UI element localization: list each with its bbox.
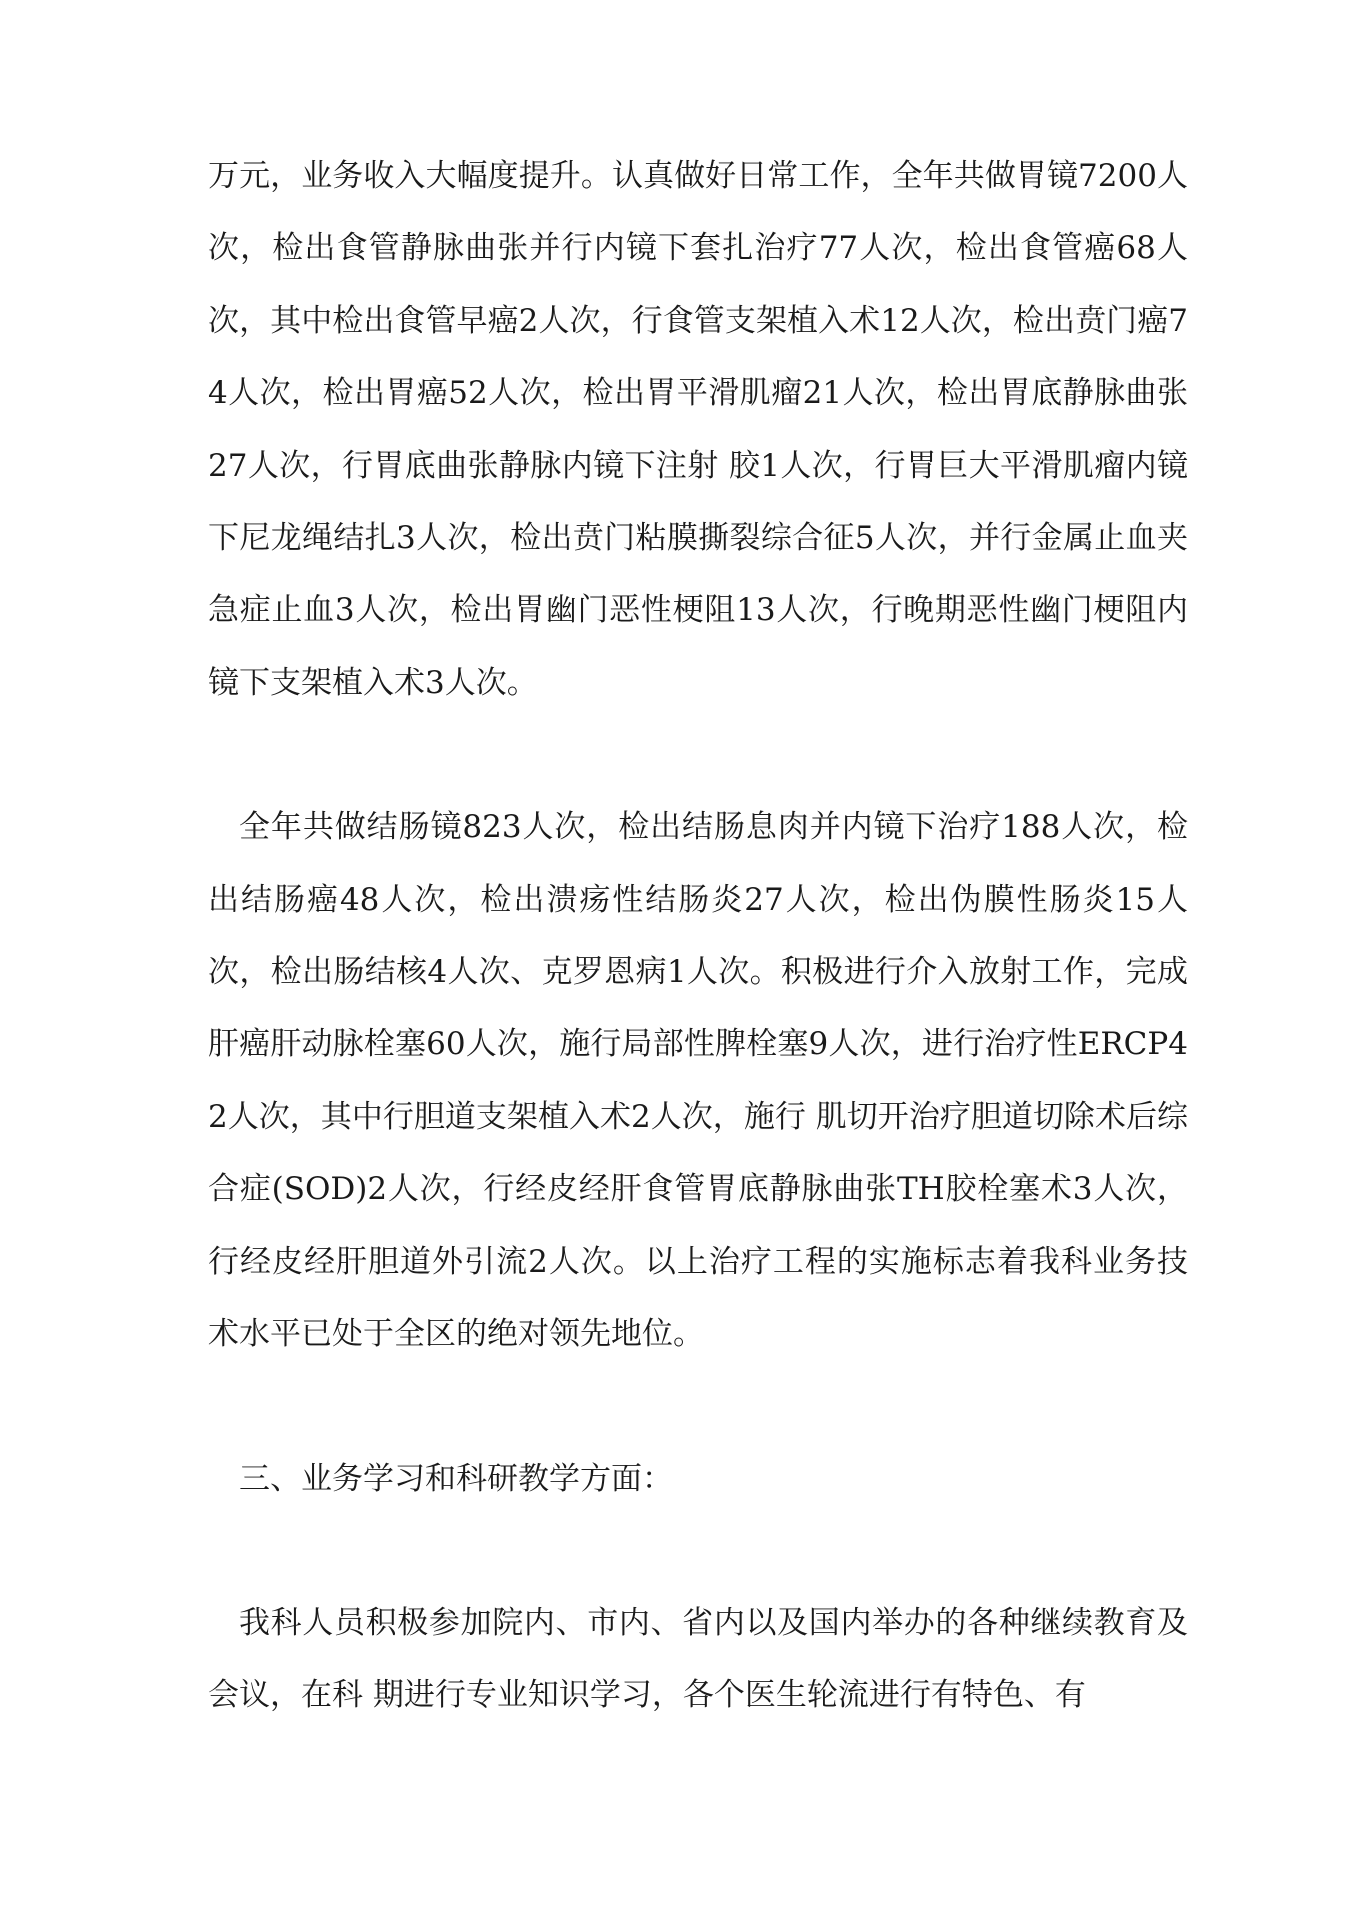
paragraph-continuing-education: 我科人员积极参加院内、市内、省内以及国内举办的各种继续教育及会议，在科 期进行专业知识学习，各个医生轮流进行有特色、有 [208,1604,1188,1714]
paragraph-gastroscopy: 万元，业务收入大幅度提升。认真做好日常工作，全年共做胃镜7200人次，检出食管静脉曲张并行内镜下套扎治疗77人次，检出食管癌68人次，其中检出食管早癌2人次，行食管支架植入术12人次，检出贲门癌74人次，检出胃癌52人次，检出胃平滑肌瘤21人次，检出胃底静脉曲张27人次，行胃底曲张静脉内镜下注射 胶1人次，行胃巨大平滑肌瘤内镜下尼龙绳结扎3人次，检出贲门粘膜撕裂综合征5人次，并行金属止血夹急症止血3人次，检出胃幽门恶性梗阻13人次，行晚期恶性幽门梗阻内镜下支架植入术3人次。 [208,158,1188,701]
paragraph-colonoscopy: 全年共做结肠镜823人次，检出结肠息肉并内镜下治疗188人次，检出结肠癌48人次，检出溃疡性结肠炎27人次，检出伪膜性肠炎15人次，检出肠结核4人次、克罗恩病1人次。积极进行介入放射工作，完成肝癌肝动脉栓塞60人次，施行局部性脾栓塞9人次，进行治疗性ERCP42人次，其中行胆道支架植入术2人次，施行 肌切开治疗胆道切除术后综合症(SOD)2人次，行经皮经肝食管胃底静脉曲张TH胶栓塞术3人次，行经皮经肝胆道外引流2人次。以上治疗工程的实施标志着我科业务技术水平已处于全区的绝对领先地位。 [208,809,1188,1353]
section-heading-study-research: 三、业务学习和科研教学方面： [239,1460,673,1497]
document-page [208,140,1188,1732]
